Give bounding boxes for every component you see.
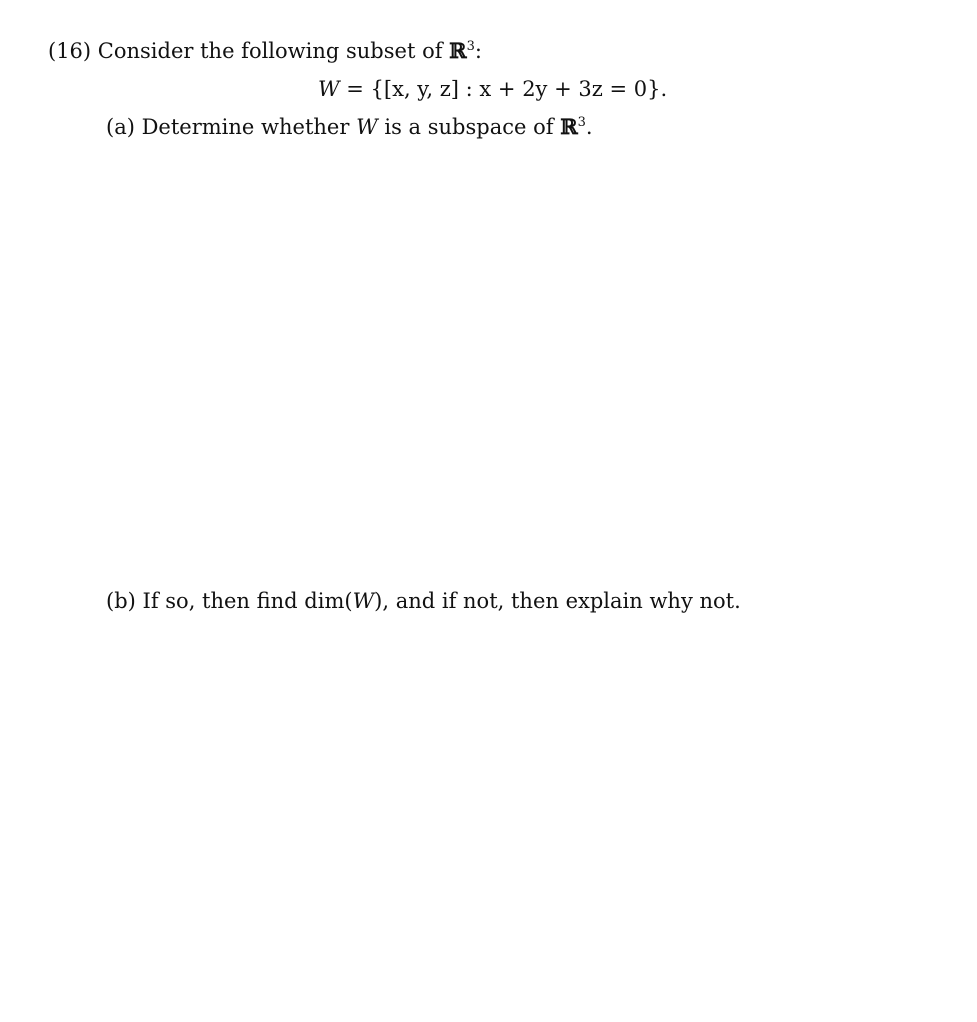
part-a-label: (a) bbox=[106, 115, 135, 139]
problem-intro-text: Consider the following subset of bbox=[97, 39, 443, 63]
part-a-text-after: is a subspace of bbox=[384, 115, 554, 139]
part-a-end: . bbox=[585, 115, 593, 139]
real-space-symbol: ℝ bbox=[449, 38, 467, 63]
part-a-space-symbol: ℝ bbox=[560, 114, 578, 139]
part-a-space-exponent: 3 bbox=[577, 115, 586, 130]
problem-statement bbox=[48, 38, 482, 64]
set-definition-formula bbox=[318, 76, 667, 102]
real-space-exponent: 3 bbox=[466, 39, 475, 54]
part-b-question bbox=[106, 588, 741, 614]
problem-number: (16) bbox=[48, 39, 92, 63]
part-b-label: (b) bbox=[106, 589, 136, 613]
part-b-set-name: W bbox=[352, 589, 375, 613]
part-b-text-before: If so, then find dim( bbox=[142, 589, 353, 613]
part-a-question bbox=[106, 114, 593, 140]
set-definition: = {[x, y, z] : x + 2y + 3z = 0}. bbox=[346, 77, 668, 101]
part-a-set-name: W bbox=[356, 115, 378, 139]
set-name: W bbox=[318, 77, 340, 101]
part-b-text-after: ), and if not, then explain why not. bbox=[374, 589, 741, 613]
problem-intro-end: : bbox=[474, 39, 482, 63]
part-a-text-before: Determine whether bbox=[141, 115, 350, 139]
